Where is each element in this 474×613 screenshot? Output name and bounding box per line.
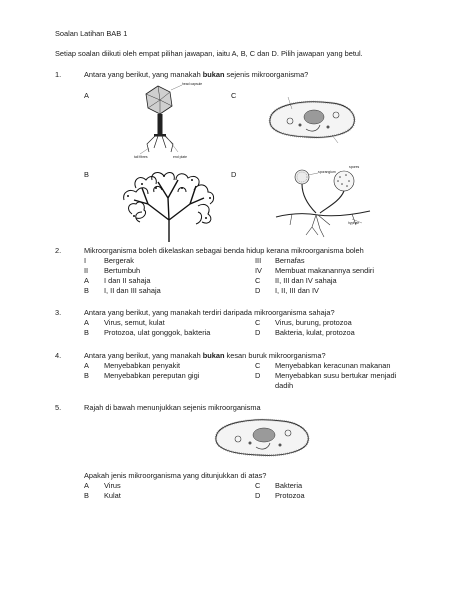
q1-option-b-letter: B bbox=[84, 170, 89, 179]
fig-d-label-sporangium: sporangium bbox=[318, 170, 336, 174]
q2-option-c-text[interactable]: II, III dan IV sahaja bbox=[275, 276, 337, 285]
q2-stem: Mikroorganisma boleh dikelaskan sebagai benda hidup kerana mikroorganisma boleh bbox=[84, 246, 364, 255]
q5-question: Apakah jenis mikroorganisma yang ditunjukkan di atas? bbox=[84, 471, 267, 480]
paramecium-figure bbox=[262, 95, 360, 145]
q1-option-c-letter: C bbox=[231, 91, 237, 100]
q1-option-d-letter: D bbox=[231, 170, 237, 179]
q2-option-a-text[interactable]: I dan II sahaja bbox=[104, 276, 151, 285]
q2-roman-iv-text: Membuat makanannya sendiri bbox=[275, 266, 375, 275]
q4-option-a-text[interactable]: Menyebabkan penyakit bbox=[104, 361, 181, 370]
q3-option-d-letter[interactable]: D bbox=[255, 328, 261, 337]
q2-roman-iv-num: IV bbox=[255, 266, 262, 275]
rhizopus-figure bbox=[272, 165, 372, 240]
q5-option-d-letter[interactable]: D bbox=[255, 491, 261, 500]
q2-roman-ii-num: II bbox=[84, 266, 89, 275]
q3-option-a-letter[interactable]: A bbox=[84, 318, 89, 327]
q2-option-d-letter[interactable]: D bbox=[255, 286, 261, 295]
fig-a-label-plate: end plate bbox=[173, 155, 187, 159]
q5-option-a-text[interactable]: Virus bbox=[104, 481, 121, 490]
q2-roman-i-num: I bbox=[84, 256, 87, 265]
q4-option-d-text-cont[interactable]: dadih bbox=[275, 381, 294, 390]
q2-option-b-text[interactable]: I, II dan III sahaja bbox=[104, 286, 161, 295]
q4-option-a-letter[interactable]: A bbox=[84, 361, 89, 370]
fig-a-label-tail: tail fibres bbox=[134, 155, 148, 159]
q3-option-b-letter[interactable]: B bbox=[84, 328, 89, 337]
q2-roman-iii-text: Bernafas bbox=[275, 256, 305, 265]
instruction: Setiap soalan diikuti oleh empat pilihan jawapan, iaitu A, B, C dan D. Pilih jawapan yang betul. bbox=[55, 49, 363, 58]
q5-option-b-letter[interactable]: B bbox=[84, 491, 89, 500]
q5-option-a-letter[interactable]: A bbox=[84, 481, 89, 490]
q3-option-c-letter[interactable]: C bbox=[255, 318, 261, 327]
q3-stem: Antara yang berikut, yang manakah terdiri daripada mikroorganisma sahaja? bbox=[84, 308, 335, 317]
q5-option-b-text[interactable]: Kulat bbox=[104, 491, 121, 500]
q3-option-d-text[interactable]: Bakteria, kulat, protozoa bbox=[275, 328, 355, 337]
q2-roman-i-text: Bergerak bbox=[104, 256, 134, 265]
q3-number: 3. bbox=[55, 308, 62, 317]
q5-option-c-letter[interactable]: C bbox=[255, 481, 261, 490]
q2-option-d-text[interactable]: I, II, III dan IV bbox=[275, 286, 319, 295]
q5-option-d-text[interactable]: Protozoa bbox=[275, 491, 305, 500]
q4-option-c-letter[interactable]: C bbox=[255, 361, 261, 370]
q3-option-a-text[interactable]: Virus, semut, kulat bbox=[104, 318, 165, 327]
q1-number: 1. bbox=[55, 70, 62, 79]
q2-roman-ii-text: Bertumbuh bbox=[104, 266, 141, 275]
q1-option-a-letter: A bbox=[84, 91, 89, 100]
q4-option-d-letter[interactable]: D bbox=[255, 371, 261, 380]
q2-roman-iii-num: III bbox=[255, 256, 262, 265]
q2-option-c-letter[interactable]: C bbox=[255, 276, 261, 285]
q2-number: 2. bbox=[55, 246, 62, 255]
fig-d-label-hyphae: hyphae bbox=[348, 221, 360, 225]
fig-a-label-head: head capsule bbox=[182, 82, 203, 86]
mould-figure bbox=[118, 170, 220, 244]
q4-option-c-text[interactable]: Menyebabkan keracunan makanan bbox=[275, 361, 391, 370]
q5-option-c-text[interactable]: Bakteria bbox=[275, 481, 303, 490]
fig-d-label-spores: spores bbox=[349, 165, 360, 169]
q4-option-b-text[interactable]: Menyebabkan pereputan gigi bbox=[104, 371, 200, 380]
q3-option-b-text[interactable]: Protozoa, ulat gonggok, bakteria bbox=[104, 328, 211, 337]
q4-stem: Antara yang berikut, yang manakah bukan kesan buruk mikroorganisma? bbox=[84, 351, 326, 360]
q3-option-c-text[interactable]: Virus, burung, protozoa bbox=[275, 318, 352, 327]
q4-option-b-letter[interactable]: B bbox=[84, 371, 89, 380]
virus-figure bbox=[130, 82, 203, 162]
q5-stem: Rajah di bawah menunjukkan sejenis mikroorganisma bbox=[84, 403, 261, 412]
q5-number: 5. bbox=[55, 403, 62, 412]
q2-option-a-letter[interactable]: A bbox=[84, 276, 89, 285]
q4-option-d-text[interactable]: Menyebabkan susu bertukar menjadi bbox=[275, 371, 397, 380]
q2-option-b-letter[interactable]: B bbox=[84, 286, 89, 295]
q1-stem: Antara yang berikut, yang manakah bukan sejenis mikroorganisma? bbox=[84, 70, 309, 79]
q4-number: 4. bbox=[55, 351, 62, 360]
q5-paramecium-figure bbox=[210, 415, 314, 461]
page-title: Soalan Latihan BAB 1 bbox=[55, 29, 128, 38]
